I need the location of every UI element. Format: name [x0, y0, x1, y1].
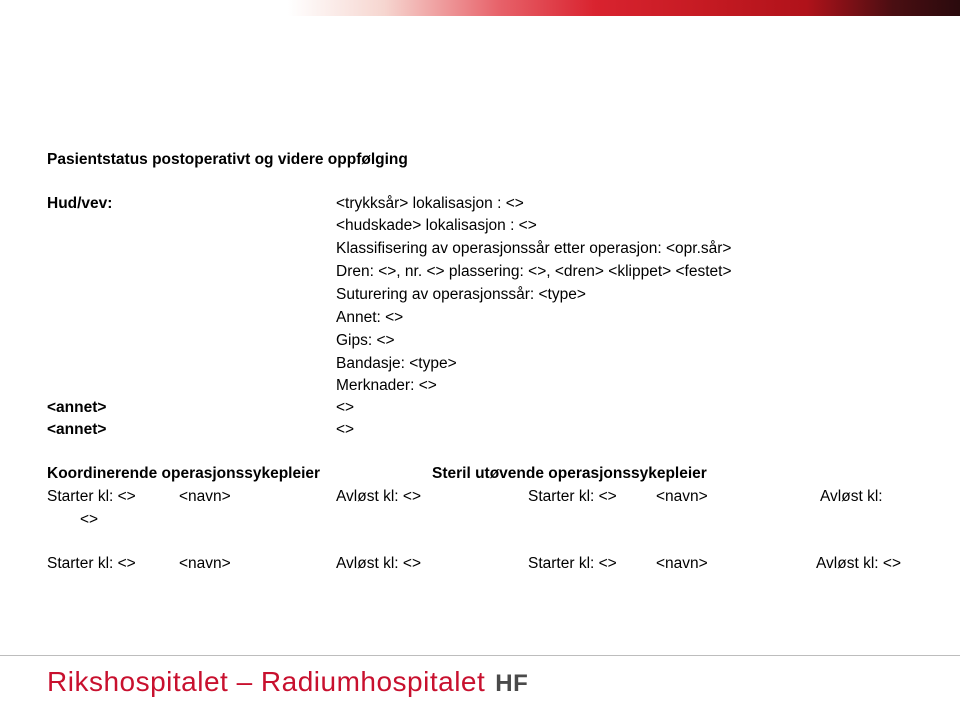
shift2-avlost2: Avløst kl: <> — [816, 555, 901, 572]
shift1-navn1: <navn> — [179, 488, 231, 505]
footer-divider — [0, 655, 960, 656]
hospital-logo — [47, 664, 528, 702]
hud-line-klassifisering: Klassifisering av operasjonssår etter operasjon: <opr.sår> — [336, 240, 732, 257]
shift2-avlost1: Avløst kl: <> — [336, 555, 421, 572]
logo-text: Rikshospitalet – Radiumhospitalet — [47, 666, 486, 697]
annet-label-1: <annet> — [47, 399, 107, 416]
header-koordinerende: Koordinerende operasjonssykepleier — [47, 465, 321, 482]
shift1-start2: Starter kl: <> — [528, 488, 617, 505]
annet-label-2: <annet> — [47, 421, 107, 438]
hud-label: Hud/vev: — [47, 195, 113, 212]
hud-line-gips: Gips: <> — [336, 332, 395, 349]
annet-value-2: <> — [336, 421, 355, 438]
shift2-navn2: <navn> — [656, 555, 708, 572]
hud-line-merknader: Merknader: <> — [336, 377, 437, 394]
annet-value-1: <> — [336, 399, 355, 416]
hud-line-annet: Annet: <> — [336, 309, 404, 326]
logo-suffix: HF — [495, 670, 529, 697]
header-steril: Steril utøvende operasjonssykepleier — [432, 465, 707, 482]
shift1-start: Starter kl: <> — [47, 488, 136, 505]
shift2-start: Starter kl: <> — [47, 555, 136, 572]
hud-line-suturering: Suturering av operasjonssår: <type> — [336, 286, 586, 303]
shift1-wrap: <> — [80, 511, 99, 528]
shift1-navn2: <navn> — [656, 488, 708, 505]
shift1-avlost1: Avløst kl: <> — [336, 488, 421, 505]
shift1-avlost2: Avløst kl: — [820, 488, 883, 505]
hud-line-dren: Dren: <>, nr. <> plassering: <>, <dren> <klippet> <festet> — [336, 263, 732, 280]
hud-line-hudskade: <hudskade> lokalisasjon : <> — [336, 217, 537, 234]
shift2-start2: Starter kl: <> — [528, 555, 617, 572]
hud-line-bandasje: Bandasje: <type> — [336, 355, 457, 372]
hud-line-trykksar: <trykksår> lokalisasjon : <> — [336, 195, 524, 212]
shift2-navn1: <navn> — [179, 555, 231, 572]
page-title: Pasientstatus postoperativt og videre oppfølging — [47, 151, 408, 168]
